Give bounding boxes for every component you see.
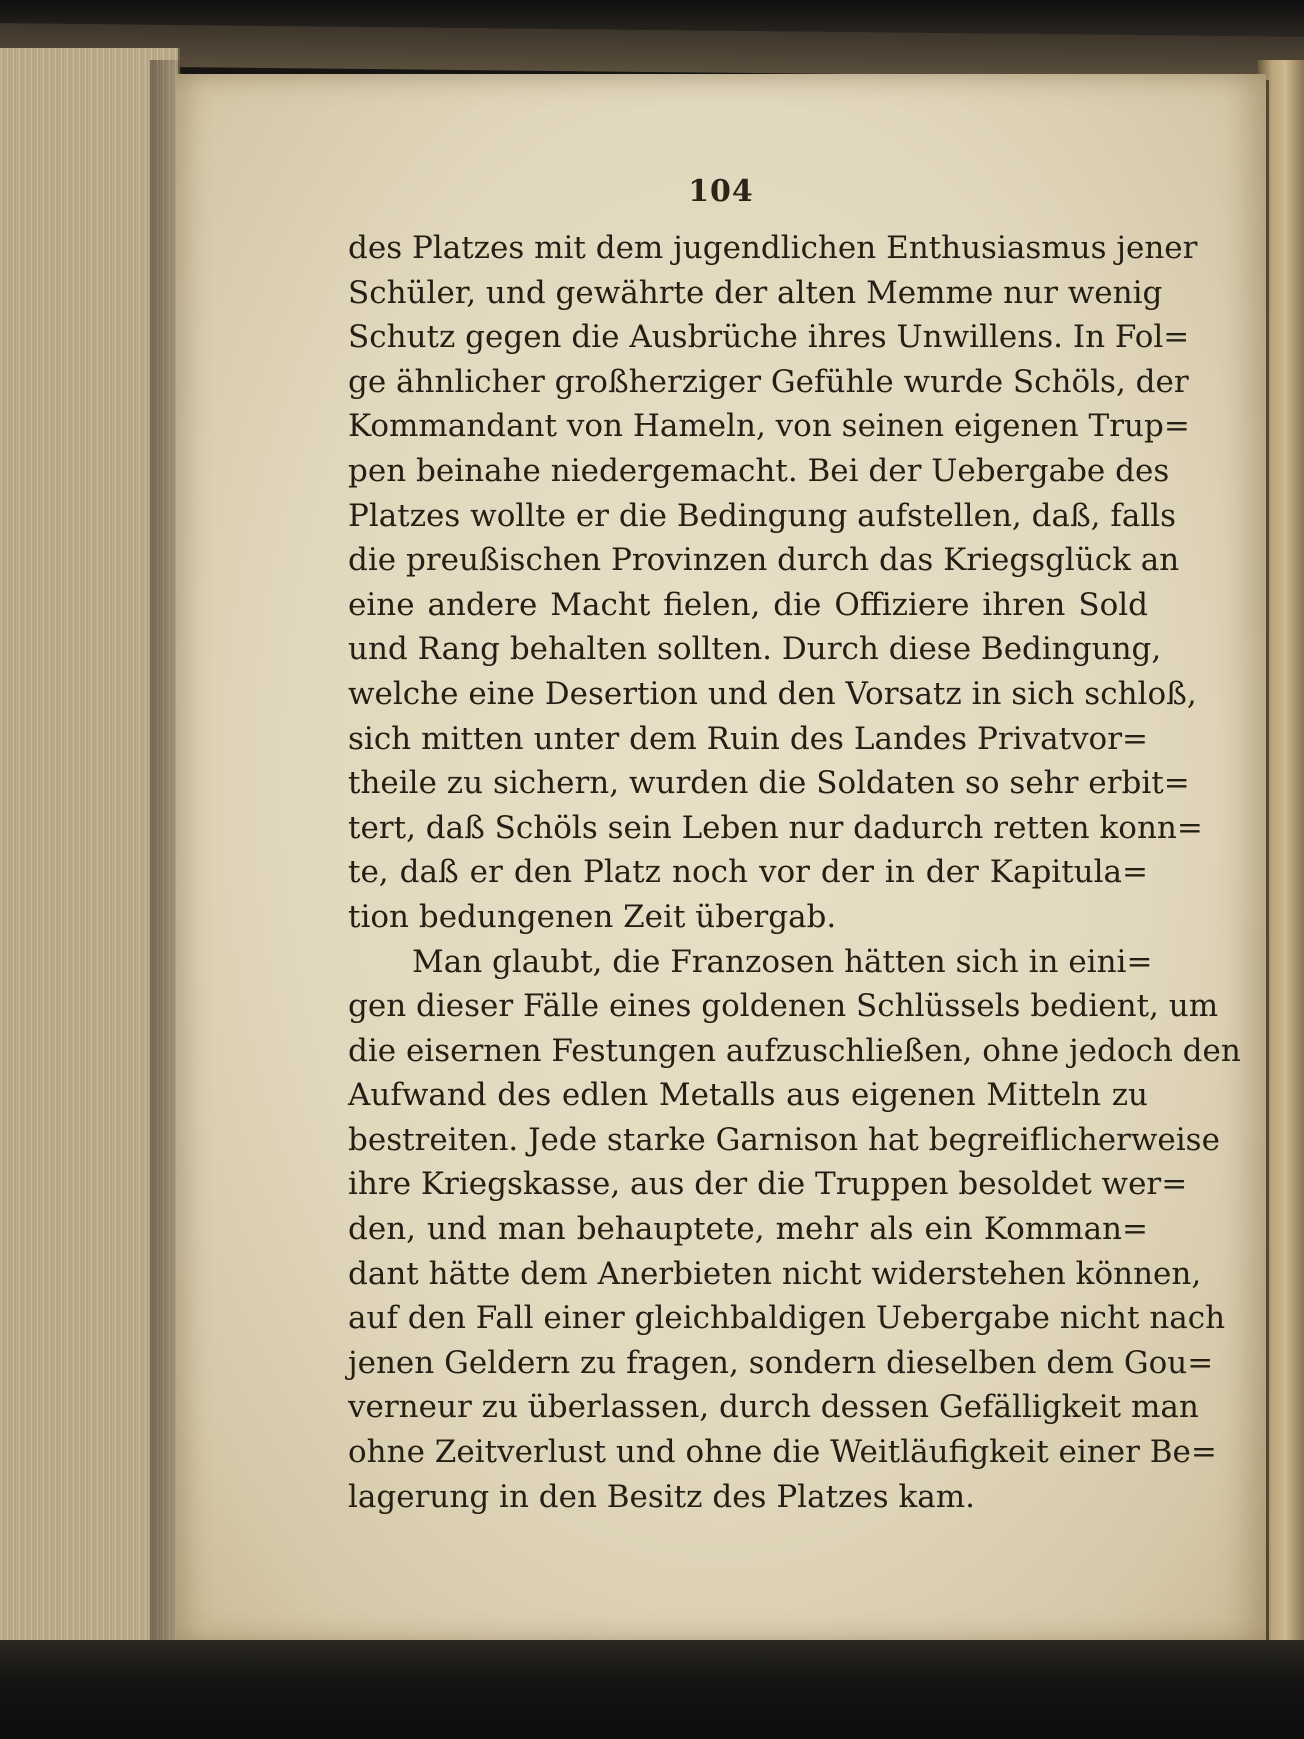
text-line: des Platzes mit dem jugendlichen Enthusiasmus jener [348, 230, 1198, 266]
text-line: Platzes wollte er die Bedingung aufstellen, daß, falls [348, 497, 1177, 534]
page-body-text [348, 226, 1241, 1519]
text-line: ohne Zeitverlust und ohne die Weitläufigkeit einer Be= [348, 1434, 1217, 1471]
text-line: te, daß er den Platz noch vor der in der Kapitula= [348, 854, 1148, 891]
text-line: Kommandant von Hameln, von seinen eigenen Trup= [348, 408, 1190, 445]
text-line: bestreiten. Jede starke Garnison hat begreiflicherweise [348, 1121, 1220, 1158]
text-line: dant hätte dem Anerbieten nicht widerstehen können, [348, 1255, 1202, 1292]
text-line: verneur zu überlassen, durch dessen Gefälligkeit man [348, 1389, 1199, 1426]
text-line: die eisernen Festungen aufzuschließen, ohne jedoch den [348, 1032, 1241, 1069]
text-line: eine andere Macht fielen, die Offiziere ihren Sold [348, 586, 1148, 623]
book-cover-bottom [0, 1640, 1304, 1739]
text-line: Schutz gegen die Ausbrüche ihres Unwillens. In Fol= [348, 319, 1190, 356]
text-line: auf den Fall einer gleichbaldigen Uebergabe nicht nach [348, 1300, 1226, 1337]
page-fold-line [1266, 80, 1269, 1640]
text-line: und Rang behalten sollten. Durch diese Bedingung, [348, 631, 1162, 668]
book-page [176, 74, 1266, 1644]
text-line: Aufwand des edlen Metalls aus eigenen Mitteln zu [348, 1077, 1148, 1114]
text-line: pen beinahe niedergemacht. Bei der Uebergabe des [348, 452, 1170, 489]
text-line: tion bedungenen Zeit übergab. [348, 898, 837, 935]
page-number: 104 [688, 174, 754, 209]
text-line: sich mitten unter dem Ruin des Landes Privatvor= [348, 720, 1148, 757]
text-line: Man glaubt, die Franzosen hätten sich in eini= [412, 943, 1153, 980]
text-line: theile zu sichern, wurden die Soldaten so sehr erbit= [348, 765, 1190, 802]
text-line: den, und man behauptete, mehr als ein Komman= [348, 1211, 1148, 1248]
text-line: tert, daß Schöls sein Leben nur dadurch retten konn= [348, 809, 1203, 846]
text-line: gen dieser Fälle eines goldenen Schlüssels bedient, um [348, 988, 1219, 1025]
text-line: Schüler, und gewährte der alten Memme nur wenig [348, 274, 1163, 311]
text-line: welche eine Desertion und den Vorsatz in sich schloß, [348, 675, 1197, 712]
text-line: lagerung in den Besitz des Platzes kam. [348, 1478, 975, 1515]
text-line: ge ähnlicher großherziger Gefühle wurde Schöls, der [348, 363, 1189, 400]
text-line: die preußischen Provinzen durch das Kriegsglück an [348, 542, 1180, 579]
text-line: jenen Geldern zu fragen, sondern dieselben dem Gou= [348, 1344, 1214, 1381]
text-line: ihre Kriegskasse, aus der die Truppen besoldet wer= [348, 1166, 1188, 1203]
